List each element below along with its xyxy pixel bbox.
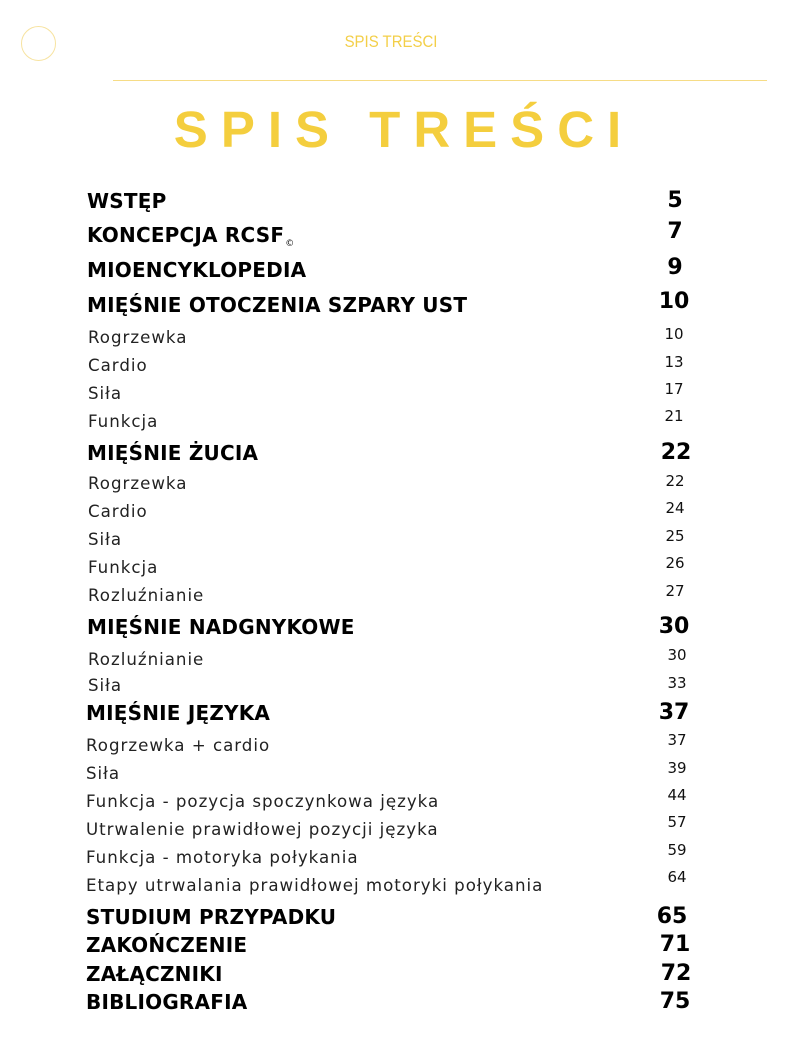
toc-label: Rozluźnianie	[88, 650, 205, 670]
page-title: SPIS TREŚCI	[173, 101, 635, 158]
toc-page: 22	[665, 472, 685, 490]
toc-page: 72	[660, 961, 692, 986]
toc-page: 65	[656, 904, 688, 929]
toc-label: Siła	[88, 384, 123, 404]
toc-label: WSTĘP	[87, 189, 167, 213]
toc-page: 21	[664, 407, 684, 425]
toc-label: Siła	[88, 676, 123, 696]
toc-page: 71	[659, 932, 691, 957]
toc-page: 10	[658, 289, 690, 314]
toc-page: 75	[659, 989, 691, 1014]
toc-page: 30	[658, 614, 690, 639]
toc-page: 57	[667, 813, 687, 831]
toc-page: 9	[667, 255, 683, 280]
toc-label: ZAŁĄCZNIKI	[86, 962, 223, 986]
toc-label: BIBLIOGRAFIA	[86, 990, 248, 1014]
toc-label: MIĘŚNIE NADGNYKOWE	[87, 615, 355, 639]
toc-label: Funkcja	[88, 558, 159, 578]
toc-label: MIOENCYKLOPEDIA	[87, 258, 307, 282]
running-header-title: SPIS TREŚCI	[344, 32, 438, 51]
toc-label: Funkcja - pozycja spoczynkowa języka	[86, 792, 440, 812]
toc-label: Siła	[88, 530, 123, 550]
toc-page: 44	[667, 786, 687, 804]
copyright-icon: ©	[285, 239, 295, 249]
toc-label: STUDIUM PRZYPADKU	[86, 905, 337, 929]
toc-page: 37	[667, 731, 687, 749]
toc-label: Siła	[86, 764, 121, 784]
toc-page: 22	[660, 440, 692, 465]
toc-label: Etapy utrwalania prawidłowej motoryki połykania	[86, 876, 544, 896]
toc-page: 27	[665, 582, 685, 600]
toc-page: 5	[667, 188, 683, 213]
toc-page: 30	[667, 646, 687, 664]
toc-page: 25	[665, 527, 685, 545]
toc-page: 17	[664, 380, 684, 398]
toc-page: 7	[667, 219, 683, 244]
toc-page: 10	[664, 325, 684, 343]
toc-label: MIĘŚNIE OTOCZENIA SZPARY UST	[87, 293, 468, 317]
toc-page: 37	[658, 700, 690, 725]
toc-label: MIĘŚNIE JĘZYKA	[86, 701, 271, 725]
toc-label: Cardio	[88, 356, 148, 376]
toc-label: Utrwalenie prawidłowej pozycji języka	[86, 820, 439, 840]
toc-label: Rogrzewka	[88, 328, 188, 348]
toc-page: 24	[665, 499, 685, 517]
toc-label: MIĘŚNIE ŻUCIA	[87, 441, 259, 465]
toc-label: KONCEPCJA $RCSF_©$	[87, 223, 295, 249]
toc-page: 26	[665, 554, 685, 572]
toc-page: 59	[667, 841, 687, 859]
toc-label: Rogrzewka + cardio	[86, 736, 271, 756]
toc-label: Funkcja	[88, 412, 159, 432]
toc-label: Rozluźnianie	[88, 586, 205, 606]
toc-page: 39	[667, 759, 687, 777]
toc-label: Rogrzewka	[88, 474, 188, 494]
header-divider	[113, 80, 767, 81]
toc-page: 33	[667, 674, 687, 692]
toc-label: Cardio	[88, 502, 148, 522]
toc-label: ZAKOŃCZENIE	[86, 933, 248, 957]
toc-label: Funkcja - motoryka połykania	[86, 848, 359, 868]
toc-page: 64	[667, 868, 687, 886]
toc-page: 13	[664, 353, 684, 371]
